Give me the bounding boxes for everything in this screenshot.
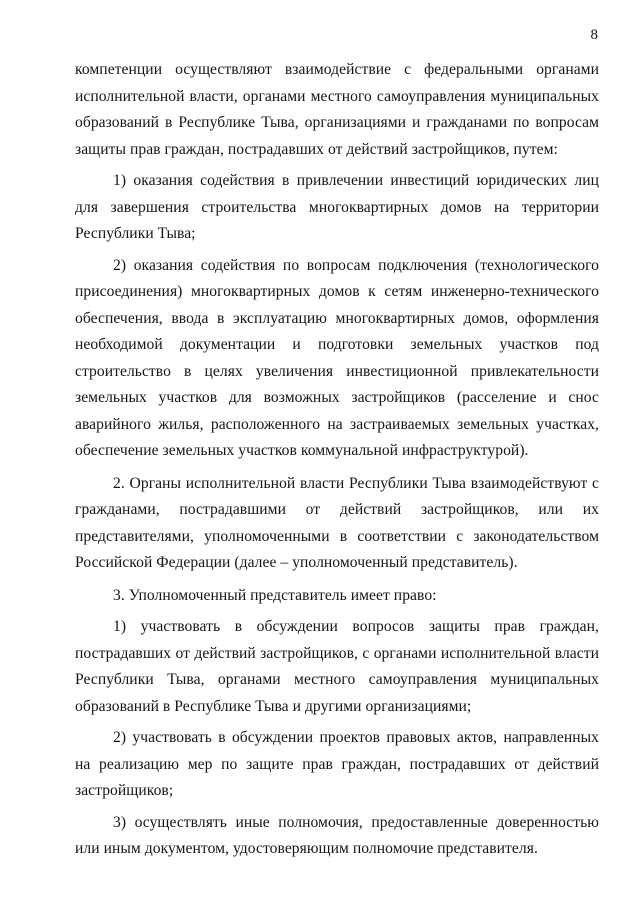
paragraph-item-2: 2) оказания содействия по вопросам подключения (технологического присоединения) многоквартирных домов к сетям инженерно-технического обеспечения, ввода в эксплуатацию многоквартирных домов, оформления необходимой документации и подготовки земельных участков под строительство в целях увеличения инвестиционной привлекательности земельных участков для возможных застройщиков (расселение и снос аварийного жилья, расположенного на застраиваемых земельных участках, обеспечение земельных участков коммунальной инфраструктурой).	[75, 256, 599, 459]
document-body	[75, 57, 599, 863]
paragraph-right-1: 1) участвовать в обсуждении вопросов защиты прав граждан, пострадавших от действий застройщиков, с органами исполнительной власти Республики Тыва, органами местного самоуправления муниципальных образований в Республике Тыва и другими организациями;	[75, 618, 599, 715]
page-number: 8	[590, 27, 598, 43]
paragraph-right-3: 3) осуществлять иные полномочия, предоставленные доверенностью или иным документом, удостоверяющим полномочие представителя.	[75, 813, 599, 857]
paragraph-continuation: компетенции осуществляют взаимодействие с федеральными органами исполнительной власти, органами местного самоуправления муниципальных образований в Республике Тыва, организациями и гражданами по вопросам защиты прав граждан, пострадавших от действий застройщиков, путем:	[75, 61, 599, 158]
paragraph-section-3: 3. Уполномоченный представитель имеет право:	[113, 586, 437, 604]
paragraph-item-1: 1) оказания содействия в привлечении инвестиций юридических лиц для завершения строительства многоквартирных домов на территории Республики Тыва;	[75, 172, 599, 242]
paragraph-section-2: 2. Органы исполнительной власти Республики Тыва взаимодействуют с гражданами, пострадавшими от действий застройщиков, или их представителями, уполномоченными в соответствии с законодательством Российской Федерации (далее – уполномоченный представитель).	[75, 474, 599, 571]
paragraph-right-2: 2) участвовать в обсуждении проектов правовых актов, направленных на реализацию мер по защите прав граждан, пострадавших от действий застройщиков;	[75, 729, 599, 799]
